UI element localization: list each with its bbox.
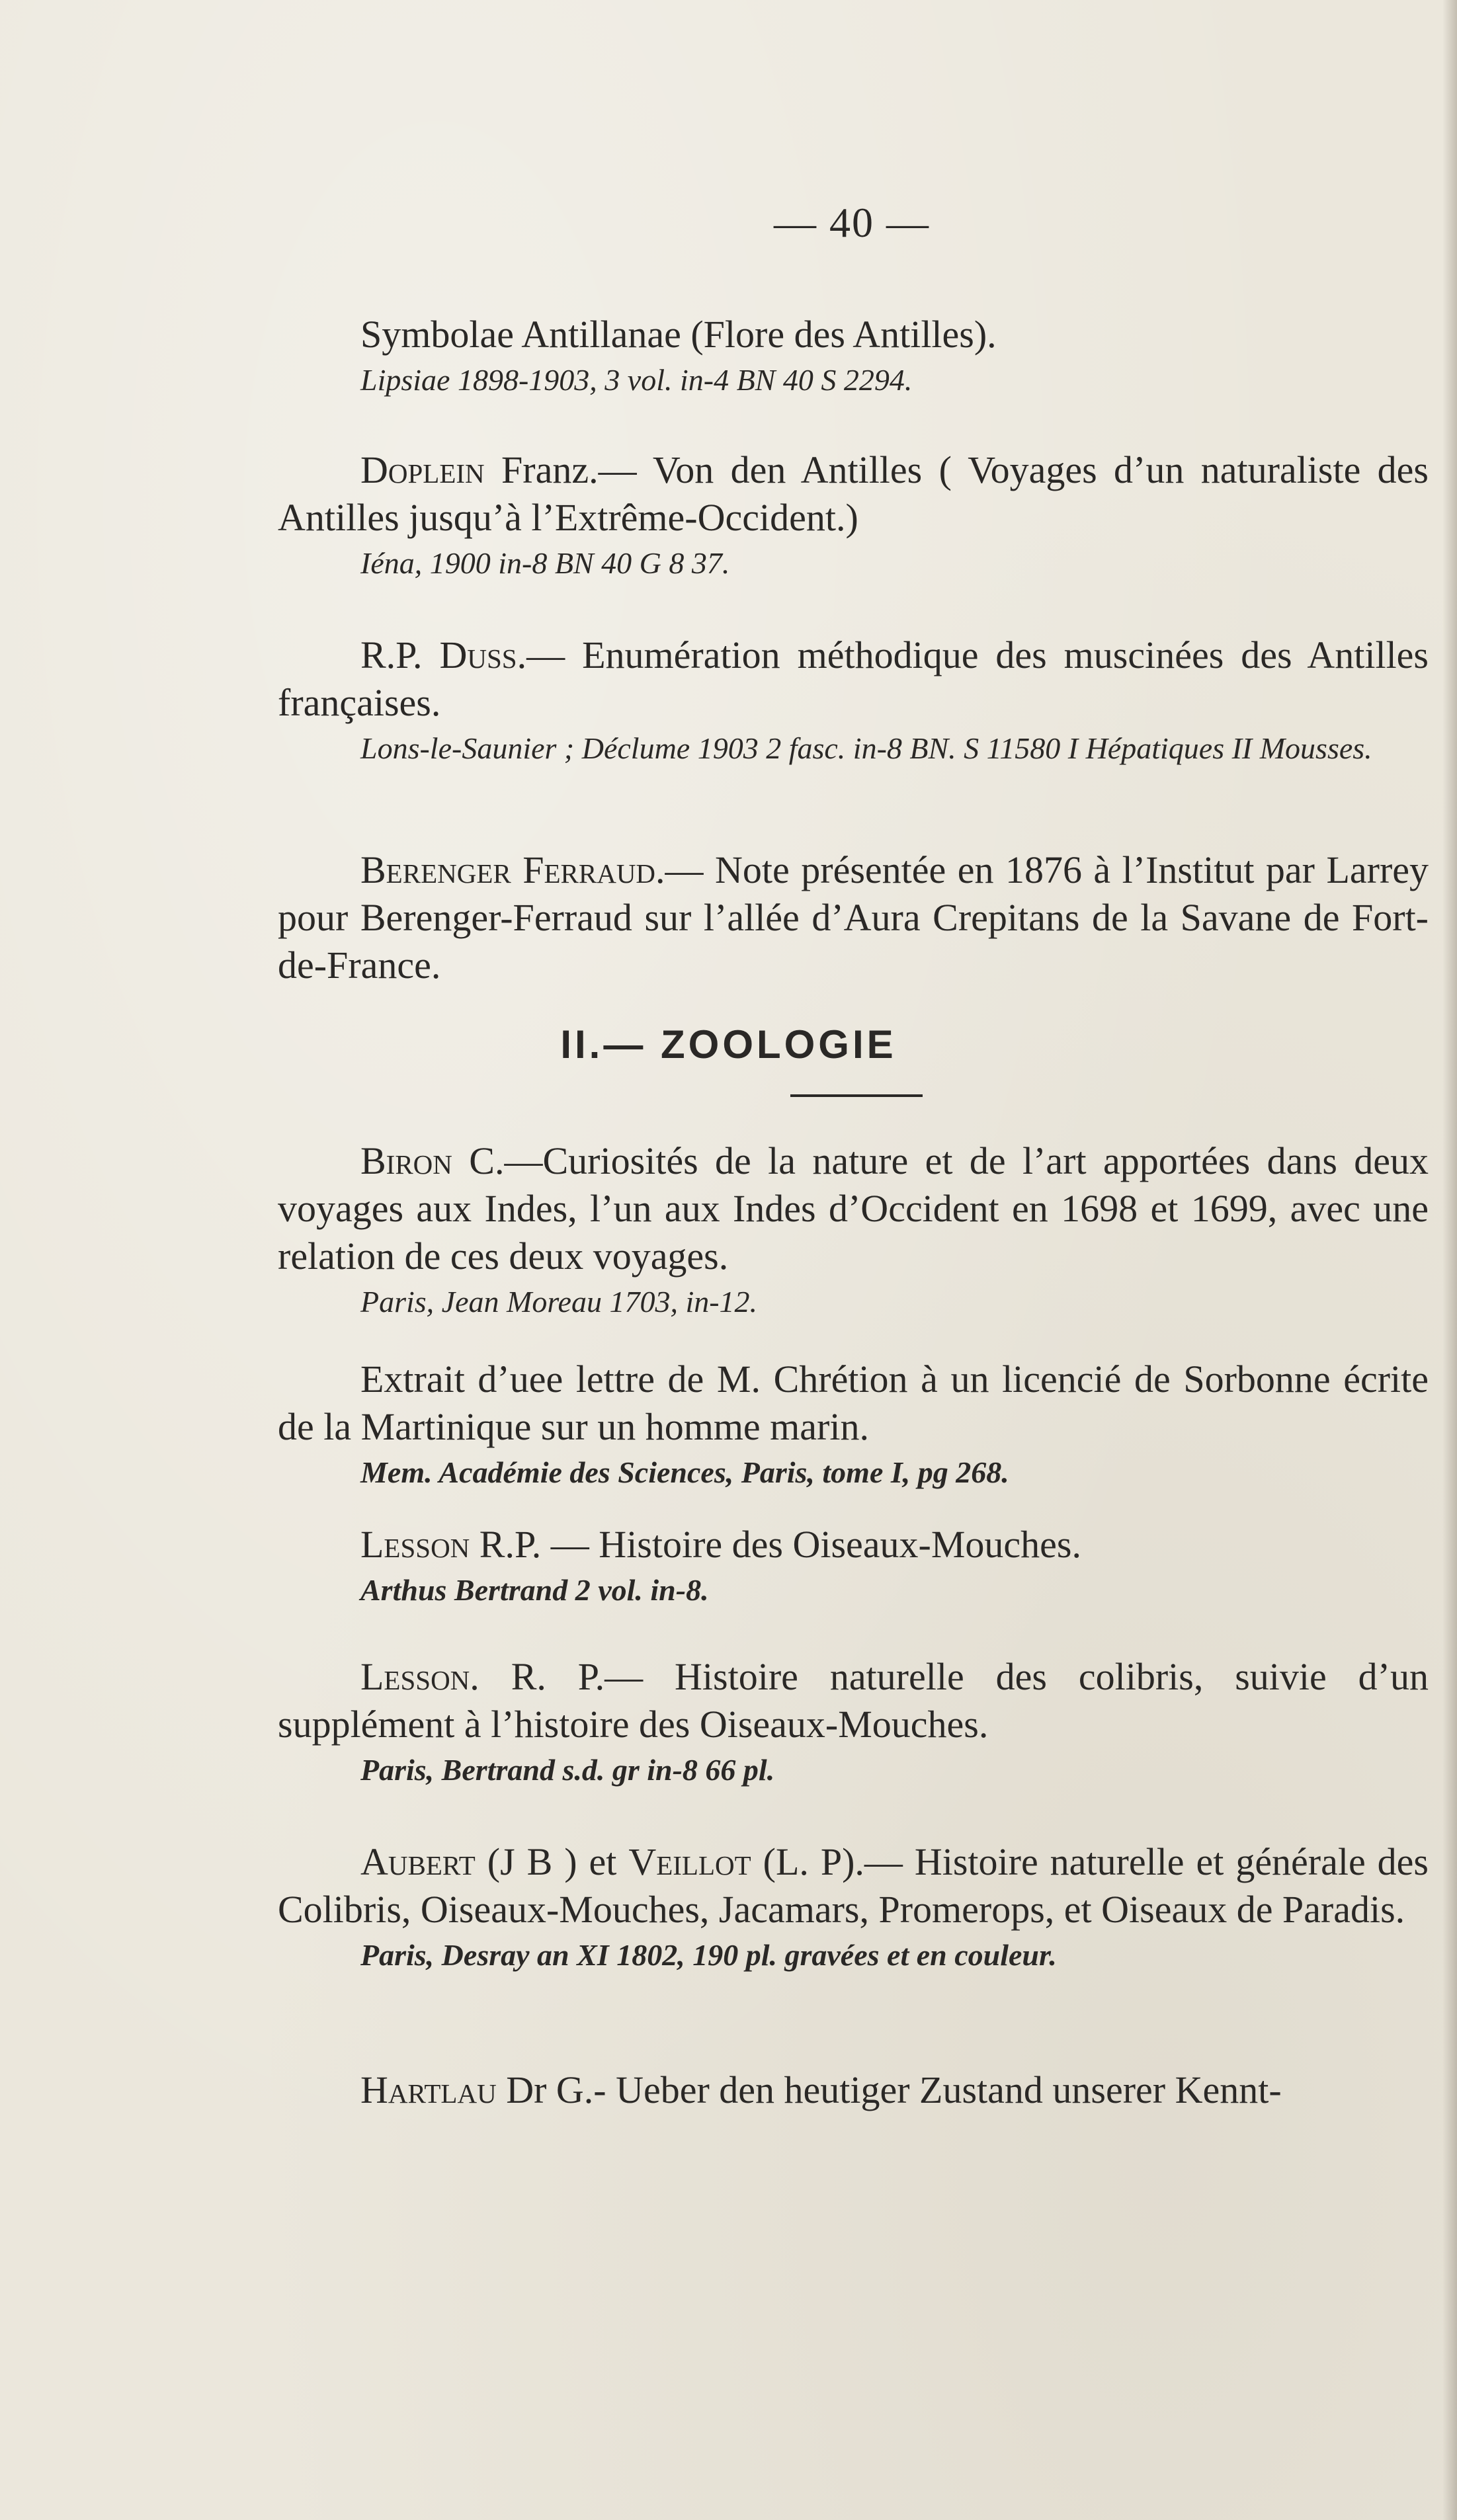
entry-aubert-veillot <box>278 1838 1429 1977</box>
entry-text <box>278 1521 1429 1568</box>
entry-citation: Paris, Desray an XI 1802, 190 pl. gravées et en couleur. <box>360 1938 1057 1972</box>
entry-author: Biron <box>360 1139 452 1182</box>
entry-symbolae <box>278 311 1429 402</box>
entry-body: Dr G.- Ueber den heutiger Zustand unserer Kennt- <box>496 2068 1282 2111</box>
entry-lesson-2 <box>278 1653 1429 1792</box>
entry-author: Doplein <box>360 448 485 491</box>
entry-citation: Paris, Bertrand s.d. gr in-8 66 pl. <box>360 1753 775 1787</box>
entry-author: Lesson <box>360 1523 470 1566</box>
entry-citation: Lons-le-Saunier ; Déclume 1903 2 fasc. in-8 BN. S 11580 I Hépatiques II Mousses. <box>360 731 1372 765</box>
entry-body: R.P. — Histoire des Oiseaux-Mouches. <box>470 1523 1081 1566</box>
entry-citation: Mem. Académie des Sciences, Paris, tome I, pg 268. <box>360 1455 1009 1489</box>
entry-author: Berenger Ferraud <box>360 848 656 891</box>
entry-citation: Lipsiae 1898-1903, 3 vol. in-4 BN 40 S 2294. <box>360 363 913 397</box>
entry-text: Symbolae Antillanae (Flore des Antilles). <box>360 313 997 356</box>
entry-hartlau <box>278 2066 1429 2114</box>
entry-body: (J B ) et <box>475 1840 629 1883</box>
entry-duss <box>278 631 1429 770</box>
entry-chretion <box>278 1356 1429 1494</box>
entry-lesson-1 <box>278 1521 1429 1612</box>
entry-author: Duss <box>439 633 517 676</box>
entry-text: Extrait d’uee lettre de M. Chrétion à un licencié de Sorbonne écrite de la Martinique sur un homme marin. <box>278 1358 1429 1448</box>
entry-citation: Iéna, 1900 in-8 BN 40 G 8 37. <box>360 546 730 580</box>
entry-biron <box>278 1137 1429 1324</box>
entry-body: C.—Curiosités de la nature et de l’art apportées dans deux voyages aux Indes, l’un aux Indes d’Occident en 1698 et 1699, avec une relation de ces deux voyages. <box>278 1139 1429 1278</box>
entry-text <box>278 446 1429 542</box>
entry-berenger-ferraud <box>278 846 1429 989</box>
entry-body: .— Note présentée en 1876 à l’Institut par Larrey pour Berenger-Ferraud sur l’allée d’Aura Crepitans de la Savane de Fort-de-France. <box>278 848 1429 987</box>
entry-author-prefix: R.P. <box>360 633 440 676</box>
entry-author: Lesson <box>360 1655 470 1698</box>
entry-text <box>278 846 1429 989</box>
entry-body: .— Enumération méthodique des muscinées des Antilles françaises. <box>278 633 1429 724</box>
entry-doplein <box>278 446 1429 585</box>
entry-body: (L. P).— Histoire naturelle et générale des Colibris, Oiseaux-Mouches, Jacamars, Promerops, et Oiseaux de Paradis. <box>278 1840 1429 1931</box>
entry-body: Franz.— Von den Antilles ( Voyages d’un naturaliste des Antilles jusqu’à l’Extrême-Occident.) <box>278 448 1429 539</box>
page-number: — 40 — <box>774 199 930 246</box>
section-heading: II.— ZOOLOGIE <box>560 1022 897 1067</box>
entry-citation: Paris, Jean Moreau 1703, in-12. <box>360 1285 758 1319</box>
entry-text <box>278 1653 1429 1748</box>
heading-underline <box>790 1094 923 1097</box>
entry-author: Hartlau <box>360 2068 497 2111</box>
entry-text <box>278 2066 1429 2114</box>
entry-text <box>278 1838 1429 1933</box>
entry-body: . R. P.— Histoire naturelle des colibris, suivie d’un supplément à l’histoire des Oiseaux-Mouches. <box>278 1655 1429 1746</box>
entry-text <box>278 631 1429 727</box>
entry-text <box>278 1137 1429 1280</box>
entry-citation: Arthus Bertrand 2 vol. in-8. <box>360 1573 709 1607</box>
entry-author: Aubert <box>360 1840 476 1883</box>
page-edge-shadow <box>1442 0 1457 2520</box>
entry-author-2: Veillot <box>628 1840 751 1883</box>
